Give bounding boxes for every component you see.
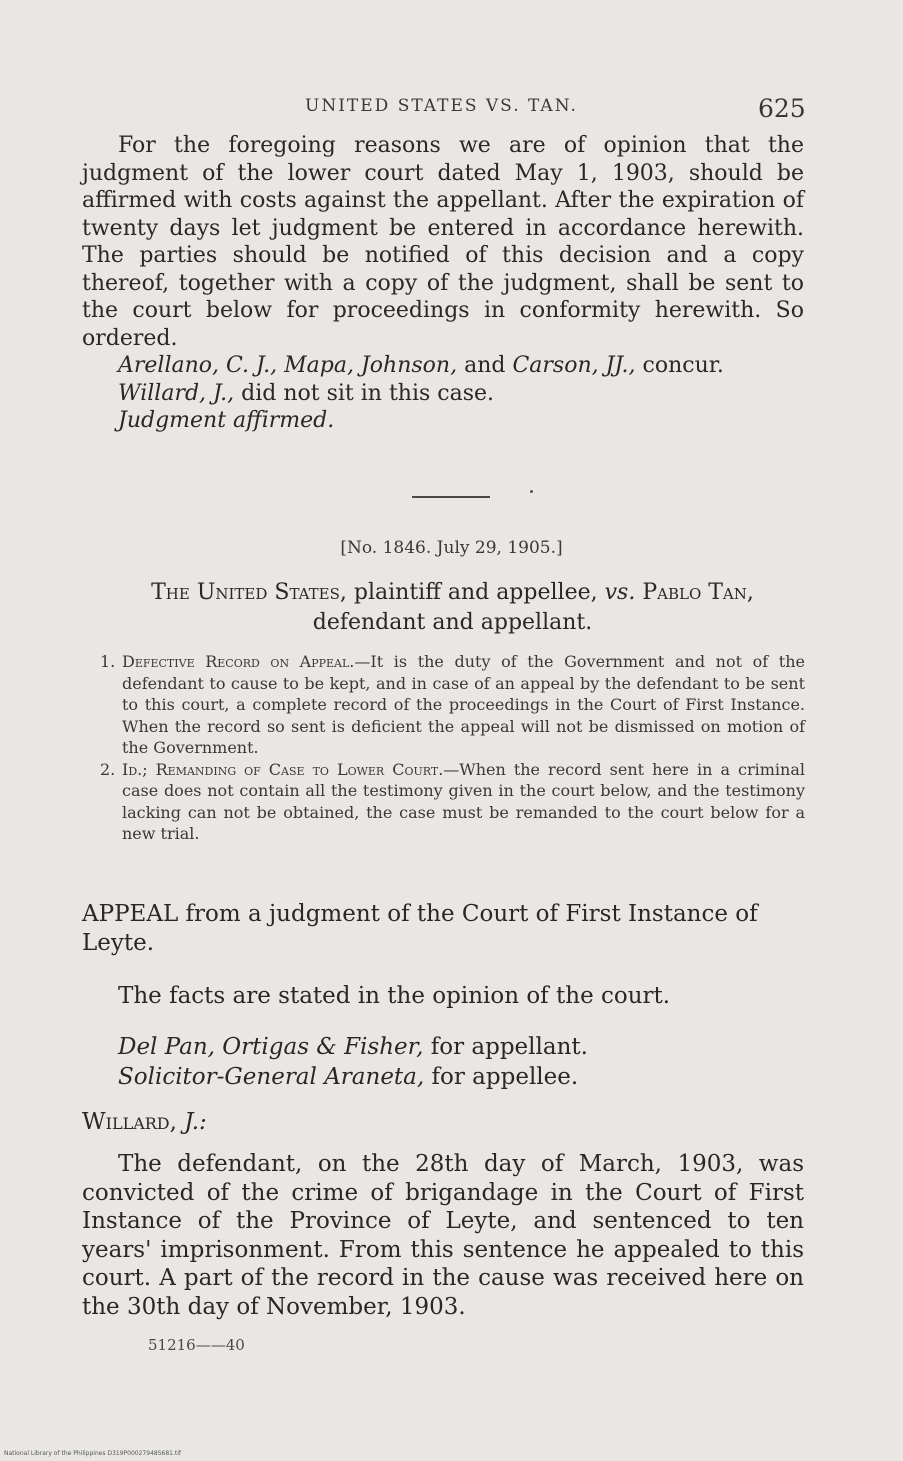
concurrence-and: and — [464, 353, 506, 378]
page-number: 625 — [758, 94, 806, 123]
running-head: UNITED STATES VS. TAN. — [305, 96, 578, 116]
concurrence-line — [82, 352, 804, 380]
caption-plaintiff-role: plaintiff and appellee, — [353, 580, 598, 605]
syllabus-number: 2. — [100, 759, 116, 779]
counsel-appellee — [118, 1062, 808, 1092]
concurrence-names: Arellano, C. J., Mapa, Johnson, — [118, 353, 458, 378]
dissent-name: Willard, J., — [118, 380, 235, 406]
syllabus-item — [100, 651, 805, 759]
counsel-name: Solicitor-General Araneta, — [118, 1064, 425, 1090]
syllabus-heading: Id.; Remanding of Case to Lower Court. — [122, 759, 444, 779]
syllabus-text: —When the record sent here in a criminal case does not contain all the testimony given in the court below, and the testimony lacking can not be obtained, the case must be remanded to the court below for a new trial. — [122, 759, 805, 843]
caption-defendant-role: defendant and appellant. — [312, 610, 593, 635]
appeal-line: APPEAL from a judgment of the Court of First Instance of Leyte. — [82, 901, 758, 956]
concurrence-name2: Carson, JJ., — [512, 353, 636, 378]
caption-vs: vs. — [604, 580, 636, 605]
conclusion-paragraph: For the foregoing reasons we are of opinion that the judgment of the lower court dated May 1, 1903, should be affirmed with costs against the appellant. After the expiration of twenty days let judgment be entered in accordance herewith. The parties should be notified of this decision and a copy thereof, together with a copy of the judgment, shall be sent to the court below for proceedings in conformity herewith. So ordered. — [82, 133, 804, 351]
judge-suffix: J.: — [184, 1109, 207, 1135]
opinion-author — [82, 1108, 207, 1137]
counsel-role: for appellant. — [430, 1034, 588, 1060]
concurrence-verb: concur. — [642, 353, 724, 378]
caption-plaintiff: The United States, — [151, 580, 347, 605]
counsel-role: for appellee. — [431, 1064, 579, 1090]
counsel-list — [118, 1032, 808, 1092]
syllabus-item — [100, 759, 805, 845]
counsel-name: Del Pan, Ortigas & Fisher, — [118, 1034, 424, 1060]
case-number: [No. 1846. July 29, 1905.] — [340, 538, 563, 558]
opinion-paragraph: The defendant, on the 28th day of March, 1903, was convicted of the crime of brigandage in the Court of First Instance of the Province of Leyte, and sentenced to ten years' imprisonment. From this sentence he appealed to this court. A part of the record in the cause was received here on the 30th day of November, 1903. — [82, 1151, 804, 1320]
dissent-line — [82, 380, 804, 408]
signature-mark: 51216——40 — [148, 1336, 245, 1354]
syllabus — [100, 651, 805, 845]
page-header — [0, 88, 903, 128]
opinion-text — [82, 1150, 804, 1321]
facts-line: The facts are stated in the opinion of the court. — [118, 983, 671, 1009]
syllabus-number: 1. — [100, 652, 116, 671]
syllabus-heading: Defective Record on Appeal. — [122, 652, 355, 671]
section-divider — [412, 496, 490, 498]
disposition: Judgment affirmed. — [118, 408, 335, 433]
scan-imprint: National Library of the Philippines D319P00027948S681.tif — [4, 1450, 182, 1457]
judge-name: Willard, — [82, 1109, 177, 1135]
counsel-appellant — [118, 1032, 808, 1062]
dissent-text: did not sit in this case. — [241, 380, 495, 406]
case-caption — [100, 578, 805, 638]
syllabus-text: —It is the duty of the Government and not of the defendant to cause to be kept, and in case of an appeal by the defendant to be sent to this court, a complete record of the proceedings in the Court of First Instance. When the record so sent is deficient the appeal will not be dismissed on motion of the Government. — [122, 652, 806, 757]
scan-speck — [530, 490, 533, 493]
previous-case-conclusion — [82, 132, 804, 435]
caption-defendant: Pablo Tan, — [642, 580, 754, 605]
